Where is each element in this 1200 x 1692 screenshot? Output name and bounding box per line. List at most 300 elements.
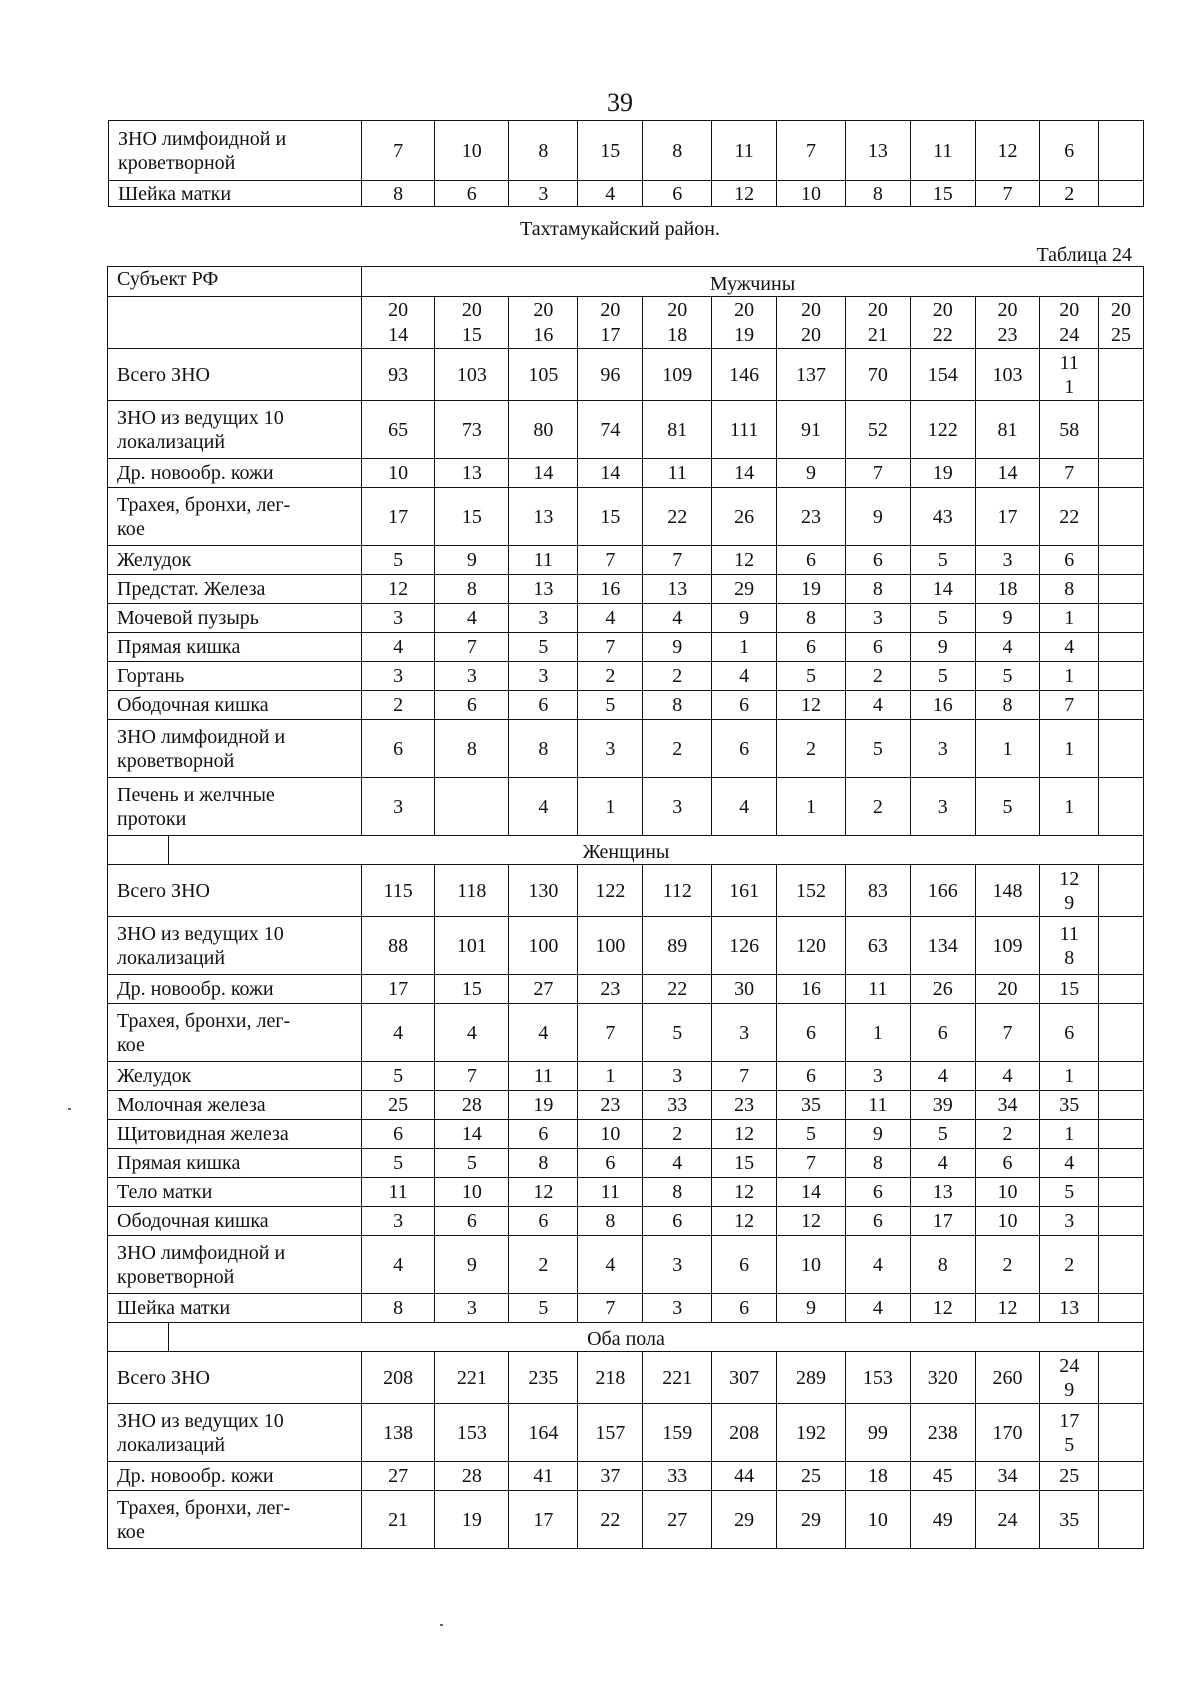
table-cell: 6 [435, 181, 509, 207]
table-cell: 9 [777, 1294, 846, 1323]
table-cell: 112 [643, 865, 712, 917]
table-cell: 11 [578, 1178, 643, 1207]
table-cell: 1 [1040, 1120, 1099, 1149]
table-row [108, 1352, 1144, 1404]
table-cell: 6 [846, 1207, 911, 1236]
row-label: Всего ЗНО [108, 865, 362, 917]
row-label: Шейка матки [109, 181, 362, 207]
table-cell: 52 [846, 401, 911, 459]
table-cell: 8 [435, 575, 509, 604]
table-cell: 65 [362, 401, 435, 459]
table-cell: 13 [435, 459, 509, 488]
table-cell: 15 [712, 1149, 777, 1178]
table-cell: 7 [578, 1294, 643, 1323]
section-row [108, 1323, 1144, 1352]
table-cell: 154 [910, 349, 975, 401]
table-cell: 3 [509, 662, 578, 691]
table-cell: 9 [846, 488, 911, 546]
table-cell: 5 [578, 691, 643, 720]
row-label: Гортань [108, 662, 362, 691]
table-row [108, 1491, 1144, 1549]
table-cell: 23 [712, 1091, 777, 1120]
table-cell [1098, 121, 1143, 181]
table-cell: 19 [435, 1491, 509, 1549]
table-cell: 12 [712, 181, 777, 207]
table-cell: 221 [435, 1352, 509, 1404]
table-cell: 24 [975, 1491, 1040, 1549]
table-cell: 91 [777, 401, 846, 459]
table-cell: 3 [1040, 1207, 1099, 1236]
row-label: ЗНО из ведущих 10 локализаций [108, 401, 362, 459]
table-cell: 11 [846, 975, 911, 1004]
table-cell: 2 [509, 1236, 578, 1294]
table-cell: 27 [509, 975, 578, 1004]
group-header-men: Мужчины [362, 267, 1144, 297]
table-cell: 3 [643, 1062, 712, 1091]
table-cell: 7 [712, 1062, 777, 1091]
row-label: Прямая кишка [108, 633, 362, 662]
table-cell: 7 [361, 121, 434, 181]
table-row [108, 1404, 1144, 1462]
table-cell: 103 [435, 349, 509, 401]
table-cell: 153 [435, 1404, 509, 1462]
table-cell: 12 [777, 1207, 846, 1236]
table-cell: 3 [362, 604, 435, 633]
table-cell: 2 [362, 691, 435, 720]
table-cell: 208 [362, 1352, 435, 1404]
table-cell: 157 [578, 1404, 643, 1462]
table-cell [1098, 546, 1143, 575]
table-cell: 5 [910, 604, 975, 633]
table-cell [1098, 1491, 1143, 1549]
row-label: Желудок [108, 1062, 362, 1091]
table-cell: 5 [1040, 1178, 1099, 1207]
table-cell: 6 [777, 633, 846, 662]
row-label: Мочевой пузырь [108, 604, 362, 633]
table-cell: 12 [777, 691, 846, 720]
table-cell: 96 [578, 349, 643, 401]
table-cell: 126 [712, 917, 777, 975]
table-row [109, 121, 1144, 181]
section-divider [108, 1323, 169, 1351]
table-cell: 25 [777, 1462, 846, 1491]
scan-speck [440, 1624, 443, 1626]
table-cell: 18 [975, 575, 1040, 604]
table-cell: 221 [643, 1352, 712, 1404]
table-cell: 5 [777, 1120, 846, 1149]
table-cell: 8 [643, 691, 712, 720]
table-cell [1098, 181, 1143, 207]
table-cell: 3 [910, 720, 975, 778]
table-cell: 6 [846, 1178, 911, 1207]
table-row [108, 401, 1144, 459]
table-cell: 14 [578, 459, 643, 488]
table-row [108, 1236, 1144, 1294]
row-label: Ободочная кишка [108, 1207, 362, 1236]
table-cell: 4 [362, 633, 435, 662]
row-label: Трахея, бронхи, лег- кое [108, 1004, 362, 1062]
table-cell: 4 [578, 181, 643, 207]
table-cell: 5 [910, 1120, 975, 1149]
table-cell: 13 [1040, 1294, 1099, 1323]
table-cell: 63 [846, 917, 911, 975]
table-cell: 25 [362, 1091, 435, 1120]
row-label: Всего ЗНО [108, 1352, 362, 1404]
table-cell: 5 [910, 546, 975, 575]
table-cell: 6 [712, 720, 777, 778]
table-cell: 11 [362, 1178, 435, 1207]
row-label: ЗНО лимфоидной и кроветворной [108, 720, 362, 778]
table-row [108, 865, 1144, 917]
table-cell: 15 [910, 181, 975, 207]
table-cell: 88 [362, 917, 435, 975]
table-cell: 39 [910, 1091, 975, 1120]
table-cell: 8 [643, 1178, 712, 1207]
table-cell: 4 [362, 1004, 435, 1062]
table-cell: 81 [975, 401, 1040, 459]
table-cell: 138 [362, 1404, 435, 1462]
table-cell: 99 [846, 1404, 911, 1462]
table-cell [1098, 1236, 1143, 1294]
table-cell: 13 [509, 488, 578, 546]
table-cell: 1 [1040, 720, 1099, 778]
table-row [108, 575, 1144, 604]
section-title: Оба пола [587, 1328, 665, 1350]
table-cell: 7 [643, 546, 712, 575]
table-cell: 33 [643, 1091, 712, 1120]
table-cell: 2 [777, 720, 846, 778]
table-cell: 15 [578, 121, 643, 181]
table-cell: 17 [362, 488, 435, 546]
table-cell: 192 [777, 1404, 846, 1462]
table-cell: 7 [1040, 459, 1099, 488]
group-header-women [108, 836, 1144, 865]
table-cell: 8 [846, 181, 911, 207]
table-cell: 307 [712, 1352, 777, 1404]
table-cell: 24 9 [1040, 1352, 1099, 1404]
table-cell: 218 [578, 1352, 643, 1404]
table-cell: 70 [846, 349, 911, 401]
table-cell: 8 [846, 1149, 911, 1178]
table-cell: 8 [643, 121, 712, 181]
table-cell: 33 [643, 1462, 712, 1491]
table-cell: 3 [362, 662, 435, 691]
table-cell: 7 [578, 633, 643, 662]
table-cell: 9 [910, 633, 975, 662]
table-cell: 10 [975, 1207, 1040, 1236]
table-cell: 6 [975, 1149, 1040, 1178]
table-cell: 6 [578, 1149, 643, 1178]
row-label: Прямая кишка [108, 1149, 362, 1178]
year-header: 20 14 [362, 297, 435, 349]
table-cell: 11 1 [1040, 349, 1099, 401]
table-cell: 9 [643, 633, 712, 662]
row-label: Шейка матки [108, 1294, 362, 1323]
table-cell: 58 [1040, 401, 1099, 459]
table-cell: 4 [846, 691, 911, 720]
table-cell: 161 [712, 865, 777, 917]
row-label: Всего ЗНО [108, 349, 362, 401]
table-cell: 109 [975, 917, 1040, 975]
table-cell [1098, 575, 1143, 604]
table-cell: 118 [435, 865, 509, 917]
table-cell: 37 [578, 1462, 643, 1491]
table-cell: 73 [435, 401, 509, 459]
table-cell: 1 [712, 633, 777, 662]
table-cell: 49 [910, 1491, 975, 1549]
table-cell: 3 [362, 1207, 435, 1236]
table-cell: 1 [777, 778, 846, 836]
table-cell: 14 [777, 1178, 846, 1207]
table-cell: 8 [777, 604, 846, 633]
year-header: 20 15 [435, 297, 509, 349]
table-cell: 10 [435, 121, 509, 181]
table-cell: 13 [643, 575, 712, 604]
row-label: Трахея, бронхи, лег- кое [108, 1491, 362, 1549]
table-cell: 3 [435, 662, 509, 691]
table-cell: 4 [910, 1062, 975, 1091]
table-cell: 44 [712, 1462, 777, 1491]
table-cell: 45 [910, 1462, 975, 1491]
table-cell: 10 [777, 181, 846, 207]
table-cell: 8 [361, 181, 434, 207]
table-cell: 3 [509, 604, 578, 633]
row-label: Печень и желчные протоки [108, 778, 362, 836]
table-cell: 10 [362, 459, 435, 488]
table-cell: 10 [777, 1236, 846, 1294]
table-row [108, 604, 1144, 633]
district-title: Тахтамукайский район. [520, 218, 720, 240]
table-cell: 4 [643, 604, 712, 633]
table-cell: 11 [643, 459, 712, 488]
table-cell: 7 [846, 459, 911, 488]
table-cell: 15 [578, 488, 643, 546]
table-cell: 13 [846, 121, 911, 181]
table-cell: 1 [1040, 778, 1099, 836]
table-cell: 9 [975, 604, 1040, 633]
year-header: 20 19 [712, 297, 777, 349]
table-cell: 13 [509, 575, 578, 604]
table-cell: 20 [975, 975, 1040, 1004]
year-header: 20 25 [1098, 297, 1143, 349]
table-cell: 23 [578, 1091, 643, 1120]
table-cell: 137 [777, 349, 846, 401]
table-row [108, 488, 1144, 546]
table-cell: 41 [509, 1462, 578, 1491]
table-cell: 1 [1040, 604, 1099, 633]
table-cell [1098, 720, 1143, 778]
table-cell: 6 [712, 691, 777, 720]
table-cell: 15 [435, 488, 509, 546]
table-cell: 166 [910, 865, 975, 917]
table-cell: 9 [712, 604, 777, 633]
table-row [108, 1004, 1144, 1062]
table-cell: 7 [435, 1062, 509, 1091]
table-cell: 5 [509, 633, 578, 662]
table-cell: 4 [578, 1236, 643, 1294]
table-cell: 122 [578, 865, 643, 917]
table-row [108, 1178, 1144, 1207]
table-cell [1098, 1091, 1143, 1120]
table-cell: 159 [643, 1404, 712, 1462]
table-cell: 7 [578, 1004, 643, 1062]
table-cell: 2 [1040, 181, 1099, 207]
table-cell: 14 [975, 459, 1040, 488]
table-row [108, 917, 1144, 975]
table-cell: 208 [712, 1404, 777, 1462]
table-cell: 7 [1040, 691, 1099, 720]
table-cell: 8 [975, 691, 1040, 720]
continuation-table [108, 120, 1144, 207]
table-cell: 5 [777, 662, 846, 691]
table-cell: 11 8 [1040, 917, 1099, 975]
table-cell: 6 [435, 1207, 509, 1236]
table-cell: 6 [777, 1062, 846, 1091]
table-cell: 25 [1040, 1462, 1099, 1491]
table-cell: 12 [712, 1178, 777, 1207]
table-cell: 12 [910, 1294, 975, 1323]
table-cell: 8 [435, 720, 509, 778]
table-cell: 29 [712, 575, 777, 604]
table-cell: 6 [1040, 121, 1099, 181]
table-row [108, 349, 1144, 401]
table-cell: 260 [975, 1352, 1040, 1404]
table-cell: 6 [712, 1236, 777, 1294]
table-cell: 3 [578, 720, 643, 778]
table-cell: 11 [509, 1062, 578, 1091]
table-cell: 9 [846, 1120, 911, 1149]
table-cell: 8 [509, 720, 578, 778]
table-row [108, 459, 1144, 488]
table-cell: 6 [910, 1004, 975, 1062]
table-cell: 4 [362, 1236, 435, 1294]
table-cell: 12 9 [1040, 865, 1099, 917]
table-cell: 8 [910, 1236, 975, 1294]
table-cell: 1 [578, 1062, 643, 1091]
table-cell: 12 [712, 1207, 777, 1236]
table-row [108, 662, 1144, 691]
table-cell: 1 [846, 1004, 911, 1062]
table-cell: 2 [643, 720, 712, 778]
table-cell: 17 5 [1040, 1404, 1099, 1462]
table-cell: 10 [975, 1178, 1040, 1207]
table-cell: 12 [712, 546, 777, 575]
table-cell [1098, 1294, 1143, 1323]
row-label: Др. новообр. кожи [108, 1462, 362, 1491]
table-cell: 1 [1040, 1062, 1099, 1091]
table-cell: 30 [712, 975, 777, 1004]
table-row [108, 546, 1144, 575]
table-cell: 3 [509, 181, 578, 207]
table-cell: 17 [362, 975, 435, 1004]
table-cell: 2 [643, 662, 712, 691]
year-header: 20 17 [578, 297, 643, 349]
table-cell: 11 [846, 1091, 911, 1120]
table-cell: 164 [509, 1404, 578, 1462]
table-cell: 7 [777, 1149, 846, 1178]
table-cell: 74 [578, 401, 643, 459]
year-header: 20 23 [975, 297, 1040, 349]
table-cell [1098, 662, 1143, 691]
table-cell: 12 [509, 1178, 578, 1207]
table-cell: 17 [975, 488, 1040, 546]
table-cell: 22 [643, 488, 712, 546]
table-cell: 6 [435, 691, 509, 720]
table-cell: 4 [712, 662, 777, 691]
table-cell: 105 [509, 349, 578, 401]
table-cell [1098, 778, 1143, 836]
header-row [108, 267, 1144, 297]
table-cell: 6 [509, 1207, 578, 1236]
table-cell: 10 [435, 1178, 509, 1207]
table-cell: 7 [435, 633, 509, 662]
table-cell: 27 [643, 1491, 712, 1549]
table-cell: 12 [975, 1294, 1040, 1323]
table-cell: 21 [362, 1491, 435, 1549]
table-cell: 122 [910, 401, 975, 459]
table-cell: 7 [975, 181, 1040, 207]
table-cell: 6 [362, 1120, 435, 1149]
table-cell: 6 [712, 1294, 777, 1323]
table-cell: 6 [846, 633, 911, 662]
table-cell [1098, 1178, 1143, 1207]
table-cell: 152 [777, 865, 846, 917]
table-cell: 9 [777, 459, 846, 488]
table-cell: 13 [910, 1178, 975, 1207]
table-cell: 14 [910, 575, 975, 604]
table-cell: 2 [643, 1120, 712, 1149]
table-cell: 4 [975, 1062, 1040, 1091]
table-cell: 3 [643, 778, 712, 836]
year-header: 20 16 [509, 297, 578, 349]
table-cell: 3 [910, 778, 975, 836]
table-cell: 14 [509, 459, 578, 488]
table-cell [1098, 604, 1143, 633]
table-cell [435, 778, 509, 836]
table-cell: 18 [846, 1462, 911, 1491]
year-header: 20 18 [643, 297, 712, 349]
table-cell: 2 [1040, 1236, 1099, 1294]
year-header-row [108, 297, 1144, 349]
table-cell: 5 [362, 1062, 435, 1091]
table-cell: 6 [643, 181, 712, 207]
table-cell: 115 [362, 865, 435, 917]
table-cell: 35 [1040, 1491, 1099, 1549]
table-cell: 17 [910, 1207, 975, 1236]
table-cell: 134 [910, 917, 975, 975]
table-row [108, 975, 1144, 1004]
table-cell [1098, 1062, 1143, 1091]
table-row [108, 1062, 1144, 1091]
table-cell: 11 [712, 121, 777, 181]
table-cell: 35 [777, 1091, 846, 1120]
table-cell [1098, 349, 1143, 401]
table-cell: 4 [435, 1004, 509, 1062]
year-header: 20 24 [1040, 297, 1099, 349]
table-cell [1098, 1207, 1143, 1236]
table-cell: 22 [578, 1491, 643, 1549]
table-cell: 26 [712, 488, 777, 546]
table-cell [1098, 401, 1143, 459]
table-cell: 103 [975, 349, 1040, 401]
table-cell: 16 [777, 975, 846, 1004]
table-cell: 1 [975, 720, 1040, 778]
table-cell: 5 [846, 720, 911, 778]
table-cell: 2 [578, 662, 643, 691]
table-cell: 27 [362, 1462, 435, 1491]
table-cell: 4 [435, 604, 509, 633]
table-cell: 6 [1040, 546, 1099, 575]
